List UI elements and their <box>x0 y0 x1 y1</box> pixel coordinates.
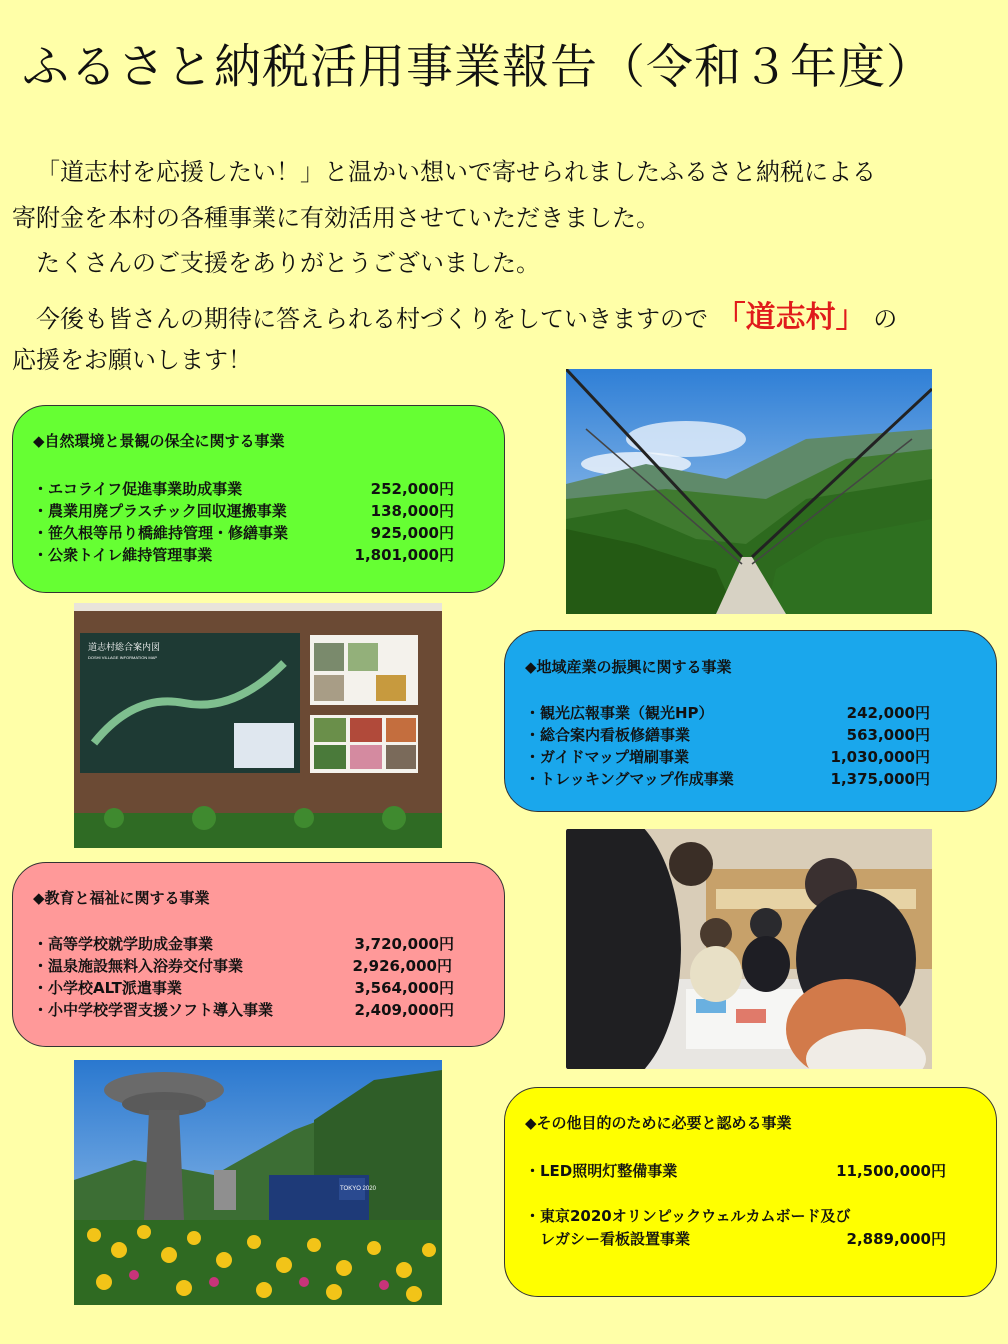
intro-line-4 <box>36 292 897 336</box>
other-item-name: レガシー看板設置事業 <box>525 1230 691 1248</box>
nature-item-amount: 138,000円 <box>370 502 454 520</box>
industry-item-name: ・ガイドマップ増刷事業 <box>525 748 689 766</box>
education-item-amount: 2,926,000円 <box>352 957 452 975</box>
nature-item-name: ・エコライフ促進事業助成事業 <box>33 480 243 498</box>
nature-item-name: ・笹久根等吊り橋維持管理・修繕事業 <box>33 524 289 542</box>
industry-item-amount: 563,000円 <box>846 726 930 744</box>
nature-item-amount: 925,000円 <box>370 524 454 542</box>
industry-item-name: ・総合案内看板修繕事業 <box>525 726 691 744</box>
other-item-amount: 2,889,000円 <box>846 1230 946 1248</box>
stone-monument-photo <box>74 1060 442 1305</box>
industry-item-name: ・トレッキングマップ作成事業 <box>525 770 734 788</box>
industry-item-amount: 242,000円 <box>846 704 930 722</box>
education-item-amount: 3,720,000円 <box>354 935 454 953</box>
board-title: 道志村総合案内図 <box>88 642 161 652</box>
village-name-emphasis: 「道志村」 <box>715 300 866 335</box>
education-item-name: ・高等学校就学助成金事業 <box>33 935 214 953</box>
education-section-heading: ◆教育と福祉に関する事業 <box>33 889 210 907</box>
nature-section-heading: ◆自然環境と景観の保全に関する事業 <box>33 432 285 450</box>
nature-item-name: ・公衆トイレ維持管理事業 <box>33 546 213 564</box>
education-item-name: ・小学校ALT派遣事業 <box>33 979 182 997</box>
board-subtitle: DOSHI VILLAGE INFORMATION MAP <box>88 655 158 660</box>
information-board-photo <box>74 603 442 848</box>
education-item-name: ・温泉施設無料入浴券交付事業 <box>33 957 244 975</box>
suspension-bridge-photo <box>566 369 932 614</box>
intro-line-5: 応援をお願いします！ <box>12 346 252 374</box>
intro-line-2: 寄附金を本村の各種事業に有効活用させていただきました。 <box>12 204 660 232</box>
other-section-heading: ◆その他目的のために必要と認める事業 <box>525 1114 792 1132</box>
education-section-box <box>12 862 505 1047</box>
nature-section-box <box>12 405 505 593</box>
tokyo-sign-text: TOKYO 2020 <box>340 1186 376 1192</box>
intro-line-3: たくさんのご支援をありがとうございました。 <box>36 249 540 277</box>
other-section-box <box>504 1087 997 1297</box>
other-item-amount: 11,500,000円 <box>836 1162 946 1180</box>
intro-line-1: 「道志村を応援したい！」と温かい想いで寄せられましたふるさと納税による <box>36 158 876 186</box>
intro-line-4-text: 今後も皆さんの期待に答えられる村づくりをしていきますので <box>36 305 708 333</box>
industry-item-name: ・観光広報事業（観光HP） <box>525 704 714 722</box>
industry-item-amount: 1,375,000円 <box>830 770 930 788</box>
education-item-amount: 2,409,000円 <box>354 1001 454 1019</box>
industry-section-heading: ◆地域産業の振興に関する事業 <box>525 658 732 676</box>
classroom-photo <box>566 829 932 1069</box>
industry-item-amount: 1,030,000円 <box>830 748 930 766</box>
education-item-amount: 3,564,000円 <box>354 979 454 997</box>
nature-item-amount: 252,000円 <box>370 480 454 498</box>
page-title: ふるさと納税活用事業報告（令和３年度） <box>22 40 934 95</box>
nature-item-name: ・農業用廃プラスチック回収運搬事業 <box>33 502 287 520</box>
industry-section-box <box>504 630 997 812</box>
other-item-name: ・LED照明灯整備事業 <box>525 1162 678 1180</box>
intro-line-4-end: の <box>873 305 898 333</box>
education-item-name: ・小中学校学習支援ソフト導入事業 <box>33 1001 274 1019</box>
other-item-name: ・東京2020オリンピックウェルカムボード及び <box>525 1207 851 1225</box>
nature-item-amount: 1,801,000円 <box>354 546 454 564</box>
